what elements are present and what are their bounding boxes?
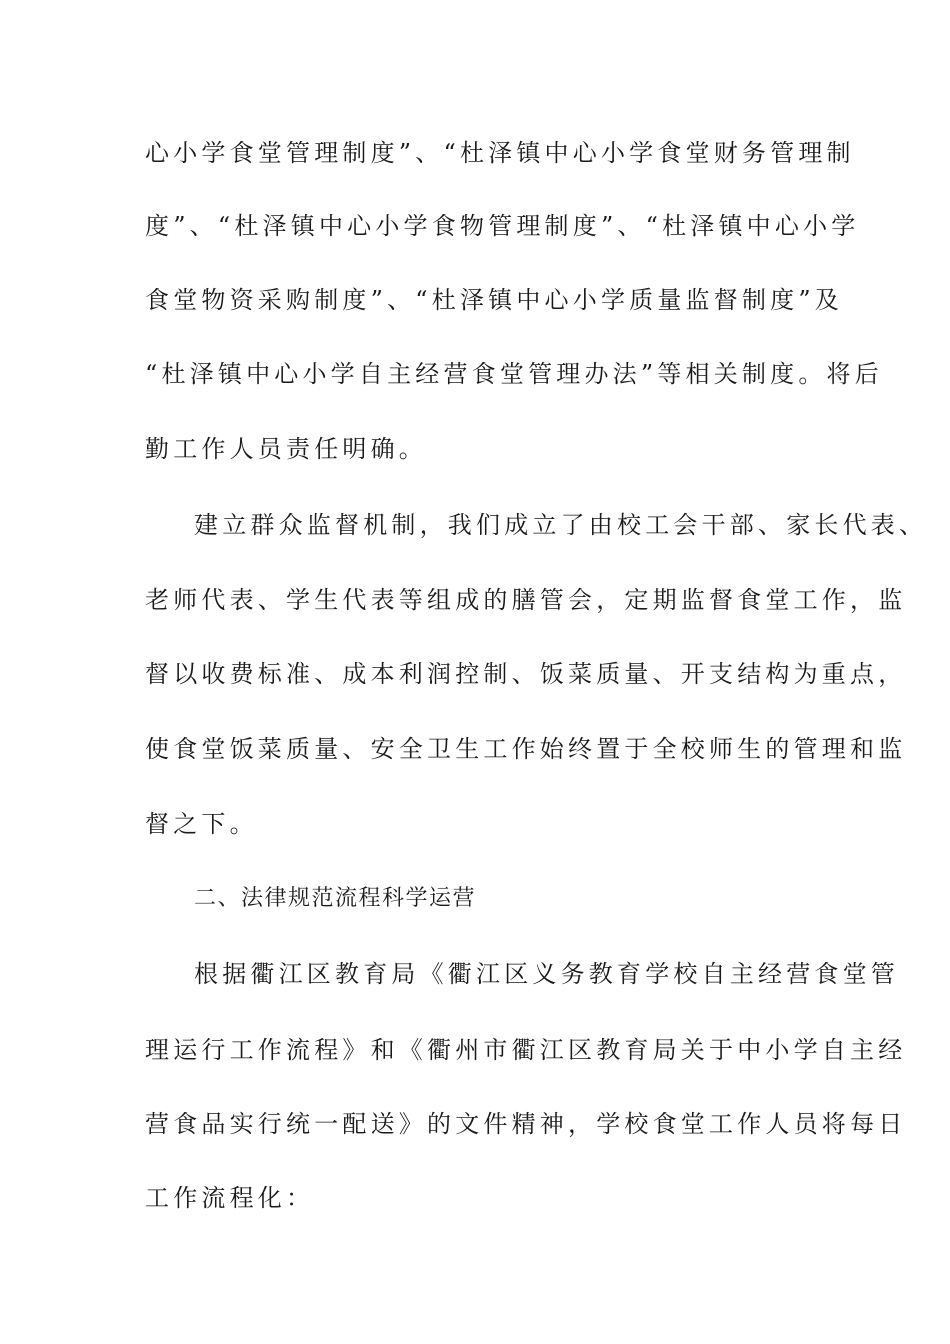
paragraph-line: 食堂物资采购制度”、“杜泽镇中心小学质量监督制度”及 [145,286,844,314]
paragraph-line: 度”、“杜泽镇中心小学食物管理制度”、“杜泽镇中心小学 [145,212,860,240]
paragraph-line: 工作流程化： [145,1184,315,1212]
paragraph-first-line: 建立群众监督机制，我们成立了由校工会干部、家长代表、 [194,511,928,539]
paragraph-line: 心小学食堂管理制度”、“杜泽镇中心小学食堂财务管理制 [145,139,855,167]
paragraph-line: 督之下。 [145,810,258,838]
paragraph-first-line: 根据衢江区教育局《衢江区义务教育学校自主经营食堂管 [194,960,899,988]
paragraph-line: 使食堂饭菜质量、安全卫生工作始终置于全校师生的管理和监 [145,735,907,763]
paragraph-line: 勤工作人员责任明确。 [145,435,427,463]
paragraph-line: “杜泽镇中心小学自主经营食堂管理办法”等相关制度。将后 [145,360,883,388]
paragraph-line: 老师代表、学生代表等组成的膳管会，定期监督食堂工作，监 [145,586,907,614]
paragraph-line: 营食品实行统一配送》的文件精神，学校食堂工作人员将每日 [145,1110,907,1138]
section-heading: 二、法律规范流程科学运营 [194,886,477,911]
paragraph-line: 督以收费标准、成本利润控制、饭菜质量、开支结构为重点， [145,660,907,688]
paragraph-line: 理运行工作流程》和《衢州市衢江区教育局关于中小学自主经 [145,1036,907,1064]
